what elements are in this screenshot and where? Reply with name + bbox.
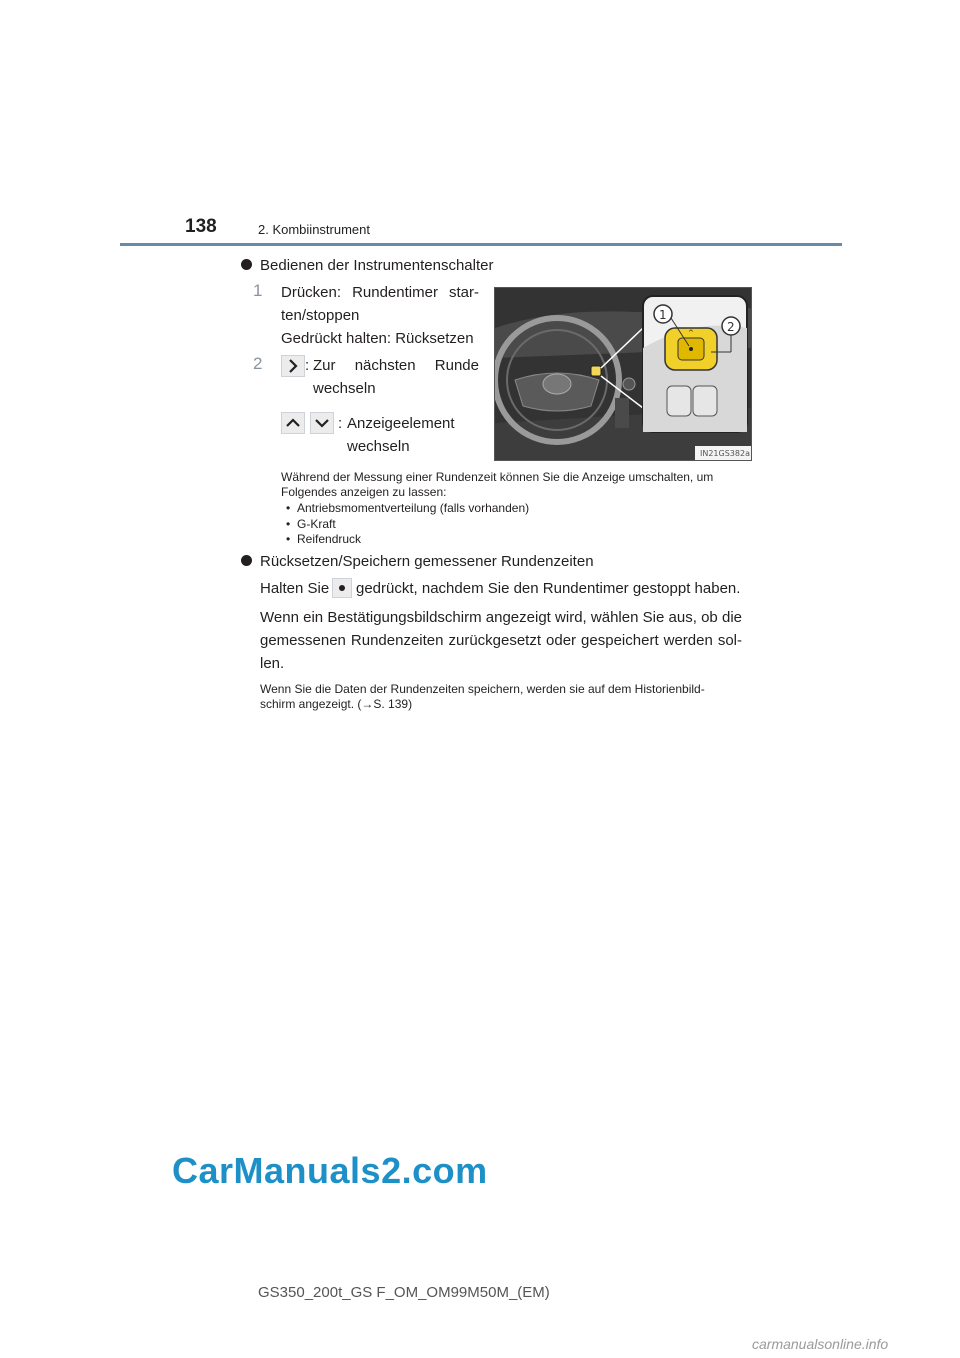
- chevron-right-icon: [281, 355, 305, 377]
- item2-text-a: Zur nächsten Runde: [313, 357, 479, 374]
- callout-1: 1: [659, 308, 667, 322]
- footer-code: GS350_200t_GS F_OM_OM99M50M_(EM): [258, 1284, 550, 1301]
- list-bullet: •: [286, 517, 291, 531]
- list-bullet: •: [286, 532, 291, 546]
- list-item: Antriebsmomentverteilung (falls vorhanden): [297, 501, 530, 515]
- section2-note-a: Wenn Sie die Daten der Rundenzeiten speichern, werden sie auf dem Historienbild-: [260, 682, 705, 696]
- chevron-down-icon: [310, 412, 334, 434]
- svg-text:^: ^: [688, 329, 694, 337]
- footer-watermark: carmanualsonline.info: [752, 1336, 889, 1352]
- list-item: Reifendruck: [297, 532, 362, 546]
- item1-text-c: Gedrückt halten: Rücksetzen: [281, 330, 474, 347]
- figure-code: IN21GS382a: [700, 449, 750, 458]
- item1-text-a: Drücken: Rundentimer star-: [281, 284, 479, 301]
- section2-para-a: Wenn ein Bestätigungsbildschirm angezeigt wird, wählen Sie aus, ob die: [260, 609, 742, 626]
- list-bullet: •: [286, 501, 291, 515]
- header-rule: [120, 243, 842, 246]
- chapter-title: 2. Kombiinstrument: [258, 222, 370, 237]
- chevron-up-icon: [281, 412, 305, 434]
- section2-line1-post: gedrückt, nachdem Sie den Rundentimer gestoppt haben.: [356, 580, 741, 597]
- item2-number: 2: [253, 354, 263, 373]
- callout-2: 2: [727, 320, 735, 334]
- watermark: CarManuals2.com: [172, 1150, 488, 1191]
- page-number: 138: [185, 216, 217, 237]
- steering-wheel-figure: [494, 287, 752, 461]
- section1-note-b: Folgendes anzeigen zu lassen:: [281, 485, 447, 499]
- item3-colon: :: [338, 415, 343, 432]
- item3-text-b: wechseln: [347, 438, 410, 455]
- section2-heading: Rücksetzen/Speichern gemessener Rundenzeiten: [260, 553, 594, 570]
- center-button-icon: [332, 578, 352, 598]
- item1-number: 1: [253, 281, 263, 300]
- section1-note-a: Während der Messung einer Rundenzeit können Sie die Anzeige umschalten, um: [281, 470, 714, 484]
- section2-para-b: gemessenen Rundenzeiten zurückgesetzt oder gespeichert werden sol-: [260, 632, 742, 649]
- item2-colon: :: [305, 357, 310, 374]
- section2-para-c: len.: [260, 655, 285, 672]
- item2-text-b: wechseln: [313, 380, 376, 397]
- item3-text-a: Anzeigeelement: [347, 415, 455, 432]
- list-item: G-Kraft: [297, 517, 336, 531]
- item1-text-b: ten/stoppen: [281, 307, 360, 324]
- bullet-icon: [241, 555, 252, 566]
- bullet-icon: [241, 259, 252, 270]
- section1-heading: Bedienen der Instrumentenschalter: [260, 257, 494, 274]
- section2-note-b: schirm angezeigt. (→S. 139): [260, 697, 413, 711]
- section2-line1-pre: Halten Sie: [260, 580, 330, 597]
